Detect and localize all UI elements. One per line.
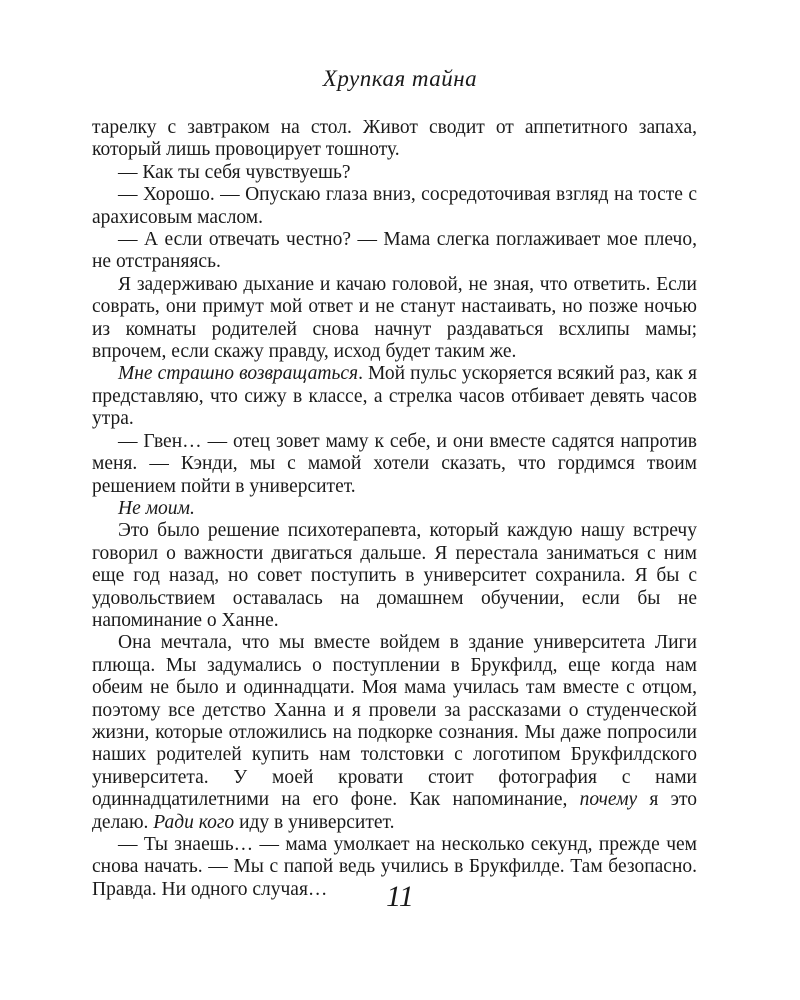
paragraph (92, 520, 697, 632)
text-run: — Гвен… — отец зовет маму к себе, и они вместе садятся напротив меня. — Кэнди, мы с мамой хотели сказать, что гордимся твоим решением пойти в университет. (92, 430, 697, 497)
paragraph (92, 229, 697, 274)
text-run: . Мой пульс ускоряется всякий раз, как я представляю, что сижу в классе, а стрелка часов отбивает девять часов утра. (92, 363, 697, 430)
body-text (92, 117, 697, 901)
paragraph (92, 498, 697, 520)
text-run: — Как ты себя чувствуешь? (118, 161, 351, 183)
text-run: Она мечтала, что мы вместе войдем в здание университета Лиги плюща. Мы задумались о поступлении в Брукфилд, еще когда нам обеим не было и одиннадцати. Моя мама училась там вместе с отцом, поэтому все детство Ханна и я провели за рассказами о студенческой жизни, которые отложились на подкорке сознания. Мы даже попросили наших родителей купить нам толстовки с логотипом Брукфилдского университета. У моей кровати стоит фотография с нами одиннадцатилетними на его фоне. Как напоминание, (92, 632, 697, 811)
paragraph (92, 117, 697, 162)
text-run: — Хорошо. — Опускаю глаза вниз, сосредоточивая взгляд на тосте с арахисовым маслом. (92, 184, 697, 228)
page-number: 11 (386, 880, 414, 913)
text-run: я это делаю. (92, 789, 697, 833)
paragraph (92, 184, 697, 229)
text-run: — А если отвечать честно? — Мама слегка поглаживает мое плечо, не отстраняясь. (92, 229, 697, 273)
running-head: Хрупкая тайна (322, 66, 478, 91)
italic-text: Не моим. (118, 497, 195, 519)
text-run: иду в университет. (234, 811, 395, 833)
italic-text: Мне страшно возвращаться (118, 363, 359, 385)
text-run: — Ты знаешь… — мама умолкает на несколько секунд, прежде чем снова начать. — Мы с папой ведь учились в Брукфилде. Там безопасно. Правда. Ни одного случая… (92, 834, 697, 900)
text-run: Я задерживаю дыхание и качаю головой, не зная, что ответить. Если соврать, они примут мой ответ и не станут настаивать, но позже ночью из комнаты родителей снова начнут раздаваться всхлипы мамы; впрочем, если скажу правду, исход будет таким же. (92, 273, 697, 363)
paragraph (92, 162, 697, 184)
paragraph (92, 274, 697, 364)
italic-text: Ради кого (153, 811, 235, 833)
text-run: Это было решение психотерапевта, который каждую нашу встречу говорил о важности двигаться дальше. Я перестала заниматься с ним еще год назад, но совет поступить в университет сохранила. Я бы с удовольствием оставалась на домашнем обучении, если бы не напоминание о Ханне. (92, 520, 697, 631)
text-run: тарелку с завтраком на стол. Живот сводит от аппетитного запаха, который лишь провоцирует тошноту. (92, 117, 697, 161)
italic-text: почему (579, 789, 638, 811)
paragraph (92, 431, 697, 498)
paragraph (92, 363, 697, 430)
paragraph (92, 632, 697, 834)
